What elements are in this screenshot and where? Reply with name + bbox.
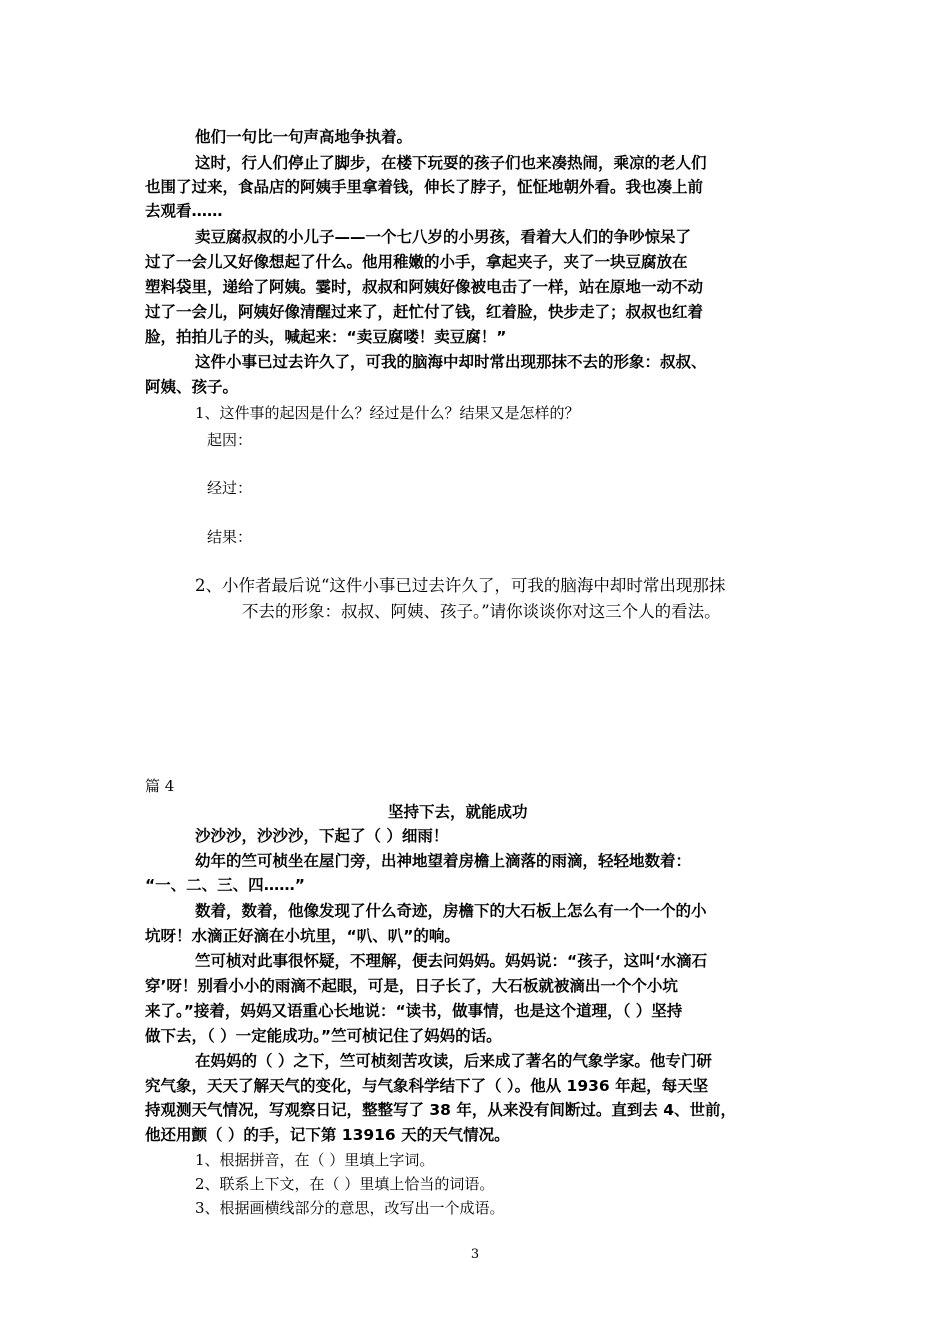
p4-para4-line1: 竺可桢对此事很怀疑，不理解，便去问妈妈。妈妈说：“孩子，这叫‘水滴石 bbox=[195, 952, 708, 970]
p4-para5-line3: 持观测天气情况，写观察日记，整整写了 38 年，从来没有间断过。直到去 4、世前， bbox=[145, 1101, 737, 1119]
p3-para3-line1: 卖豆腐叔叔的小儿子——一个七八岁的小男孩，看着大人们的争吵惊呆了 bbox=[195, 228, 692, 246]
p3-question-1: 1、这件事的起因是什么？经过是什么？结果又是怎样的？ bbox=[195, 404, 580, 422]
p4-question-2: 2、联系上下文，在（ ）里填上恰当的词语。 bbox=[195, 1175, 495, 1193]
p4-para2-line1: 幼年的竺可桢坐在屋门旁，出神地望着房檐上滴落的雨滴，轻轻地数着： bbox=[195, 852, 692, 870]
p3-para3-line5: 脸，拍拍儿子的头，喊起来：“卖豆腐喽！卖豆腐！” bbox=[145, 328, 507, 346]
page-number: 3 bbox=[470, 1247, 480, 1262]
p3-result-label: 结果： bbox=[207, 528, 253, 546]
p3-question-2-line2: 不去的形象：叔叔、阿姨、孩子。”请你谈谈你对这三个人的看法。 bbox=[242, 602, 721, 621]
p4-para2-line2: “一、二、三、四……” bbox=[145, 876, 305, 894]
p3-cause-label: 起因： bbox=[207, 431, 253, 449]
p3-para3-line3: 塑料袋里，递给了阿姨。霎时，叔叔和阿姨好像被电击了一样，站在原地一动不动 bbox=[145, 278, 704, 296]
p4-question-3: 3、根据画横线部分的意思，改写出一个成语。 bbox=[195, 1199, 505, 1217]
p4-title: 坚持下去，就能成功 bbox=[388, 803, 528, 821]
p3-para1-line1: 他们一句比一句声高地争执着。 bbox=[195, 128, 413, 146]
p3-para4-line1: 这件小事已过去许久了，可我的脑海中却时常出现那抹不去的形象：叔叔、 bbox=[195, 353, 707, 371]
p3-para4-line2: 阿姨、孩子。 bbox=[145, 378, 239, 396]
p4-question-1: 1、根据拼音，在（ ）里填上字词。 bbox=[195, 1151, 435, 1169]
p3-para2-line2: 也围了过来，食品店的阿姨手里拿着钱，伸长了脖子，怔怔地朝外看。我也凑上前 bbox=[145, 178, 704, 196]
p4-para5-line1: 在妈妈的（ ）之下，竺可桢刻苦攻读，后来成了著名的气象学家。他专门研 bbox=[195, 1052, 712, 1070]
p4-para4-line3: 来了。”接着，妈妈又语重心长地说：“读书，做事情，也是这个道理，（ ）坚持 bbox=[145, 1002, 683, 1020]
p4-label: 篇 4 bbox=[145, 777, 175, 795]
p4-para3-line2: 坑呀！水滴正好滴在小坑里，“叭、叭”的响。 bbox=[145, 927, 460, 945]
p3-para2-line3: 去观看…… bbox=[145, 202, 223, 220]
p4-para3-line1: 数着，数着，他像发现了什么奇迹，房檐下的大石板上怎么有一个一个的小 bbox=[195, 902, 707, 920]
p4-para1-line1: 沙沙沙，沙沙沙，下起了（ ）细雨！ bbox=[195, 827, 449, 845]
p4-para4-line2: 穿’呀！别看小小的雨滴不起眼，可是，日子长了，大石板就被滴出一个个小坑 bbox=[145, 977, 678, 995]
p3-question-2-line1: 2、小作者最后说“这件小事已过去许久了，可我的脑海中却时常出现那抹 bbox=[195, 576, 726, 595]
p4-para4-line4: 做下去，（ ）一定能成功。”竺可桢记住了妈妈的话。 bbox=[145, 1027, 502, 1045]
p3-para3-line4: 过了一会儿，阿姨好像清醒过来了，赶忙付了钱，红着脸，快步走了；叔叔也红着 bbox=[145, 303, 704, 321]
p3-process-label: 经过： bbox=[207, 479, 253, 497]
p3-para2-line1: 这时，行人们停止了脚步，在楼下玩耍的孩子们也来凑热闹，乘凉的老人们 bbox=[195, 154, 707, 172]
p4-para5-line2: 究气象，天天了解天气的变化，与气象科学结下了（ ）。他从 1936 年起，每天坚 bbox=[145, 1077, 709, 1095]
p4-para5-line4: 他还用颤（ ）的手，记下第 13916 天的天气情况。 bbox=[145, 1126, 510, 1144]
p3-para3-line2: 过了一会儿又好像想起了什么。他用稚嫩的小手，拿起夹子，夹了一块豆腐放在 bbox=[145, 253, 688, 271]
